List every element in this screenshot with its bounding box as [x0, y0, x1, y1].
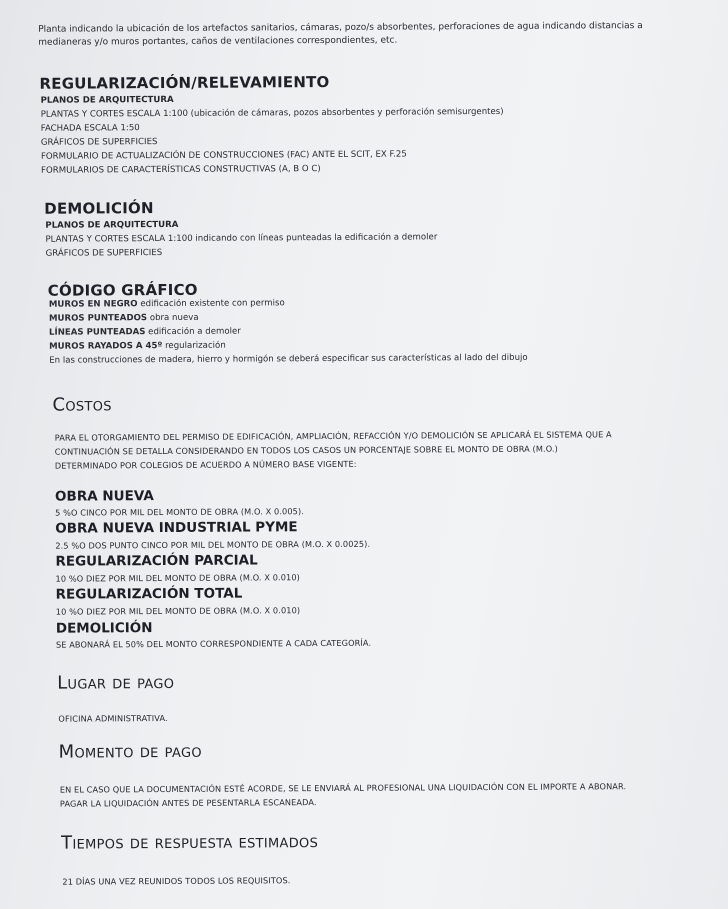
category-name: REGULARIZACIÓN PARCIAL: [55, 552, 258, 570]
momento-line: EN EL CASO QUE LA DOCUMENTACIÓN ESTÉ ACORDE, SE LE ENVIARÁ AL PROFESIONAL UNA LIQUIDACIÓN CON EL IMPORTE A ABONAR.: [59, 781, 627, 795]
tiempos-text: 21 DÍAS UNA VEZ REUNIDOS TODOS LOS REQUISITOS.: [62, 875, 291, 887]
section-title-regularizacion: REGULARIZACIÓN/RELEVAMIENTO: [39, 72, 330, 93]
costos-paragraph-line: DETERMINADO POR COLEGIOS DE ACUERDO A NÚMERO BASE VIGENTE:: [54, 458, 357, 471]
codigo-row: MUROS PUNTEADOS obra nueva: [48, 312, 199, 324]
section-title-codigo-grafico: CÓDIGO GRÁFICO: [47, 280, 198, 300]
codigo-row: LÍNEAS PUNTEADAS edificación a demoler: [49, 326, 241, 338]
section-title-lugar-de-pago: Lugar de pago: [57, 671, 175, 694]
section-title-momento-de-pago: Momento de pago: [58, 740, 202, 763]
regularizacion-item: FORMULARIOS DE CARACTERÍSTICAS CONSTRUCTIVAS (A, B O C): [41, 164, 321, 176]
section-title-demolicion: DEMOLICIÓN: [44, 199, 154, 218]
regularizacion-item: GRÁFICOS DE SUPERFICIES: [40, 137, 158, 148]
costos-paragraph-line: PARA EL OTORGAMIENTO DEL PERMISO DE EDIFICACIÓN, AMPLIACIÓN, REFACCIÓN Y/O DEMOLICIÓN SE APLICARÁ EL SISTEMA QUE A: [54, 429, 612, 443]
regularizacion-subtitle: PLANOS DE ARQUITECTURA: [40, 94, 174, 106]
category-desc: 10 %O DIEZ POR MIL DEL MONTO DE OBRA (M.O. X 0.010): [55, 572, 300, 584]
category-desc: SE ABONARÁ EL 50% DEL MONTO CORRESPONDIENTE A CADA CATEGORÍA.: [55, 637, 372, 650]
regularizacion-item: FORMULARIO DE ACTUALIZACIÓN DE CONSTRUCCIONES (FAC) ANTE EL SCIT, EX F.25: [40, 149, 407, 162]
costos-paragraph-line: CONTINUACIÓN SE DETALLA CONSIDERANDO EN TODOS LOS CASOS UN PORCENTAJE SOBRE EL MONTO DE OBRA (M.O.): [54, 443, 558, 457]
category-desc: 2.5 %O DOS PUNTO CINCO POR MIL DEL MONTO DE OBRA (M.O. X 0.0025).: [55, 538, 371, 551]
category-name: DEMOLICIÓN: [55, 620, 153, 637]
demolicion-item: PLANTAS Y CORTES ESCALA 1:100 indicando con líneas punteadas la edificación a demoler: [45, 232, 438, 245]
demolicion-item: GRÁFICOS DE SUPERFICIES: [45, 248, 163, 259]
regularizacion-item: FACHADA ESCALA 1:50: [40, 123, 140, 134]
lugar-text: OFICINA ADMINISTRATIVA.: [58, 712, 168, 724]
category-name: OBRA NUEVA INDUSTRIAL PYME: [55, 519, 298, 537]
codigo-row: MUROS EN NEGRO edificación existente con permiso: [48, 298, 285, 310]
intro-paragraph: Planta indicando la ubicación de los artefactos sanitarios, cámaras, pozo/s absorbentes, perforaciones de agua indicando distancias a medianeras y/o muros portantes, caños de ventilaciones correspondientes, etc.: [38, 21, 643, 48]
demolicion-subtitle: PLANOS DE ARQUITECTURA: [45, 219, 179, 231]
codigo-note: En las construcciones de madera, hierro y hormigón se deberá especificar sus características al lado del dibujo: [49, 352, 528, 366]
category-desc: 5 %O CINCO POR MIL DEL MONTO DE OBRA (M.O. X 0.005).: [55, 506, 304, 518]
section-title-tiempos: Tiempos de respuesta estimados: [61, 831, 319, 854]
category-name: OBRA NUEVA: [54, 488, 154, 505]
codigo-row: MUROS RAYADOS A 45º regularización: [49, 340, 226, 352]
category-desc: 10 %O DIEZ POR MIL DEL MONTO DE OBRA (M.O. X 0.010): [55, 605, 301, 617]
momento-line: PAGAR LA LIQUIDACIÓN ANTES DE PESENTARLA ESCANEADA.: [59, 797, 317, 809]
category-name: REGULARIZACIÓN TOTAL: [55, 585, 243, 603]
regularizacion-item: PLANTAS Y CORTES ESCALA 1:100 (ubicación de cámaras, pozos absorbentes y perforación semisurgentes): [40, 106, 504, 120]
section-title-costos: Costos: [52, 394, 112, 416]
